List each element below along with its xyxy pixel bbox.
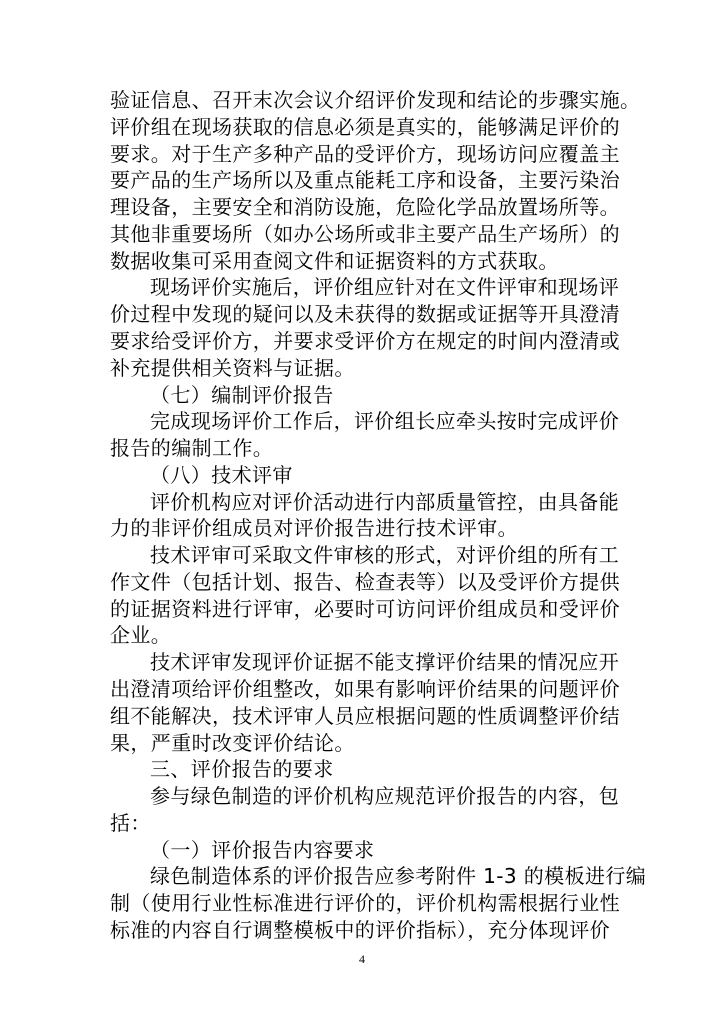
text-line: 要产品的生产场所以及重点能耗工序和设备，主要污染治 [110, 168, 620, 192]
paragraph-first-line: 绿色制造体系的评价报告应参考附件 1-3 的模板进行编 [150, 864, 647, 888]
text-line: 组不能解决，技术评审人员应根据问题的性质调整评价结 [110, 704, 620, 728]
page-number: 4 [359, 952, 365, 966]
text-line: 的证据资料进行评审，必要时可访问评价组成员和受评价 [110, 597, 620, 621]
paragraph-first-line: 现场评价实施后，评价组应针对在文件评审和现场评 [150, 275, 620, 299]
text-line: 企业。 [110, 623, 172, 647]
paragraph-first-line: 技术评审发现评价证据不能支撑评价结果的情况应开 [150, 650, 620, 674]
text-line: 其他非重要场所（如办公场所或非主要产品生产场所）的 [110, 222, 620, 246]
text-line: 价过程中发现的疑问以及未获得的数据或证据等开具澄清 [110, 302, 620, 326]
section-heading: （一）评价报告内容要求 [150, 838, 375, 862]
text-line: 理设备，主要安全和消防设施，危险化学品放置场所等。 [110, 195, 620, 219]
text-line: 补充提供相关资料与证据。 [110, 356, 355, 380]
text-line: 标准的内容自行调整模板中的评价指标），充分体现评价 [110, 918, 610, 942]
text-line: 数据收集可采用查阅文件和证据资料的方式获取。 [110, 249, 559, 273]
paragraph-first-line: 参与绿色制造的评价机构应规范评价报告的内容，包 [150, 784, 620, 808]
text-line: 要求。对于生产多种产品的受评价方，现场访问应覆盖主 [110, 142, 620, 166]
text-line: 括： [110, 811, 151, 835]
section-heading: （七）编制评价报告 [150, 383, 334, 407]
text-line: 作文件（包括计划、报告、检查表等）以及受评价方提供 [110, 570, 620, 594]
text-line: 力的非评价组成员对评价报告进行技术评审。 [110, 516, 518, 540]
text-line: 报告的编制工作。 [110, 436, 274, 460]
text-line: 果，严重时改变评价结论。 [110, 731, 355, 755]
paragraph-first-line: 技术评审可采取文件审核的形式，对评价组的所有工 [150, 543, 620, 567]
paragraph-first-line: 评价机构应对评价活动进行内部质量管控，由具备能 [150, 490, 620, 514]
text-line: 要求给受评价方，并要求受评价方在规定的时间内澄清或 [110, 329, 620, 353]
text-line: 验证信息、召开末次会议介绍评价发现和结论的步骤实施。 [110, 88, 641, 112]
text-line: 评价组在现场获取的信息必须是真实的，能够满足评价的 [110, 115, 620, 139]
text-line: 制（使用行业性标准进行评价的，评价机构需根据行业性 [110, 891, 620, 915]
paragraph-first-line: 完成现场评价工作后，评价组长应牵头按时完成评价 [150, 409, 620, 433]
section-heading: （八）技术评审 [150, 463, 293, 487]
section-heading: 三、评价报告的要求 [150, 757, 334, 781]
text-line: 出澄清项给评价组整改，如果有影响评价结果的问题评价 [110, 677, 620, 701]
